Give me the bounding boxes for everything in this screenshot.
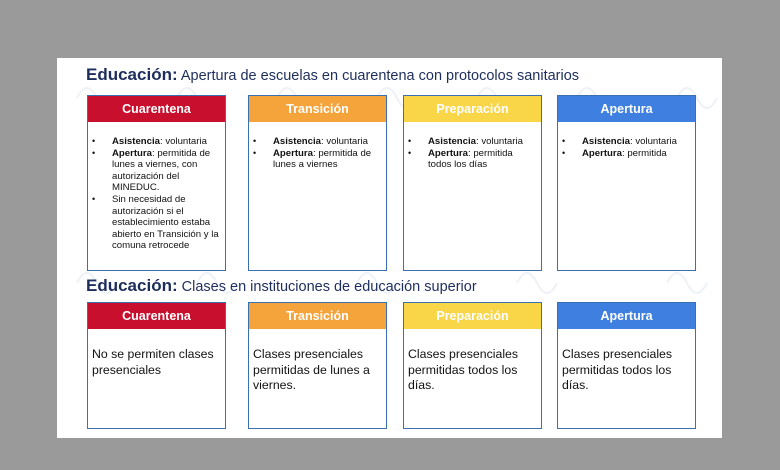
section1-title-bold: Educación: [86,65,178,84]
list-item: • Apertura: permitida todos los días [404,148,537,171]
card-cuarentena-higher-ed [87,302,226,429]
card-text: No se permiten clases presenciales [92,347,214,377]
card-transicion-schools [248,95,387,271]
list-item: • Asistencia: voluntaria [404,136,537,148]
card-preparacion-schools [403,95,542,271]
card-header: Cuarentena [88,303,225,329]
card-header: Cuarentena [88,96,225,122]
card-transicion-higher-ed [248,302,387,429]
card-cuarentena-schools [87,95,226,271]
card-preparacion-higher-ed [403,302,542,429]
card-header: Apertura [558,303,695,329]
bullet-list [404,122,541,171]
section2-title-bold: Educación: [86,276,178,295]
card-apertura-schools [557,95,696,271]
card-header: Preparación [404,96,541,122]
card-header: Transición [249,303,386,329]
card-header: Preparación [404,303,541,329]
list-item: • Apertura: permitida de lunes a viernes, con autorización del MINEDUC. [88,148,221,194]
card-text: Clases presenciales permitidas todos los días. [562,347,673,392]
list-item: • Apertura: permitida de lunes a viernes [249,148,382,171]
card-header: Apertura [558,96,695,122]
bullet-list [249,122,386,171]
card-text: Clases presenciales permitidas todos los días. [408,347,519,392]
list-item: • Asistencia: voluntaria [249,136,382,148]
section1-title-rest: Apertura de escuelas en cuarentena con protocolos sanitarios [177,68,580,84]
section2-title [86,276,477,296]
list-item: • Apertura: permitida [558,148,691,160]
card-apertura-higher-ed [557,302,696,429]
slide [57,58,722,438]
section1-title [86,65,579,85]
list-item: • Asistencia: voluntaria [558,136,691,148]
list-item: • Sin necesidad de autorización si el establecimiento estaba abierto en Transición y la comuna retrocede [88,194,221,252]
bullet-list [558,122,695,159]
card-header: Transición [249,96,386,122]
card-text: Clases presenciales permitidas de lunes a viernes. [253,347,370,392]
list-item: • Asistencia: voluntaria [88,136,221,148]
section2-title-rest: Clases en instituciones de educación superior [177,279,477,295]
bullet-list [88,122,225,252]
